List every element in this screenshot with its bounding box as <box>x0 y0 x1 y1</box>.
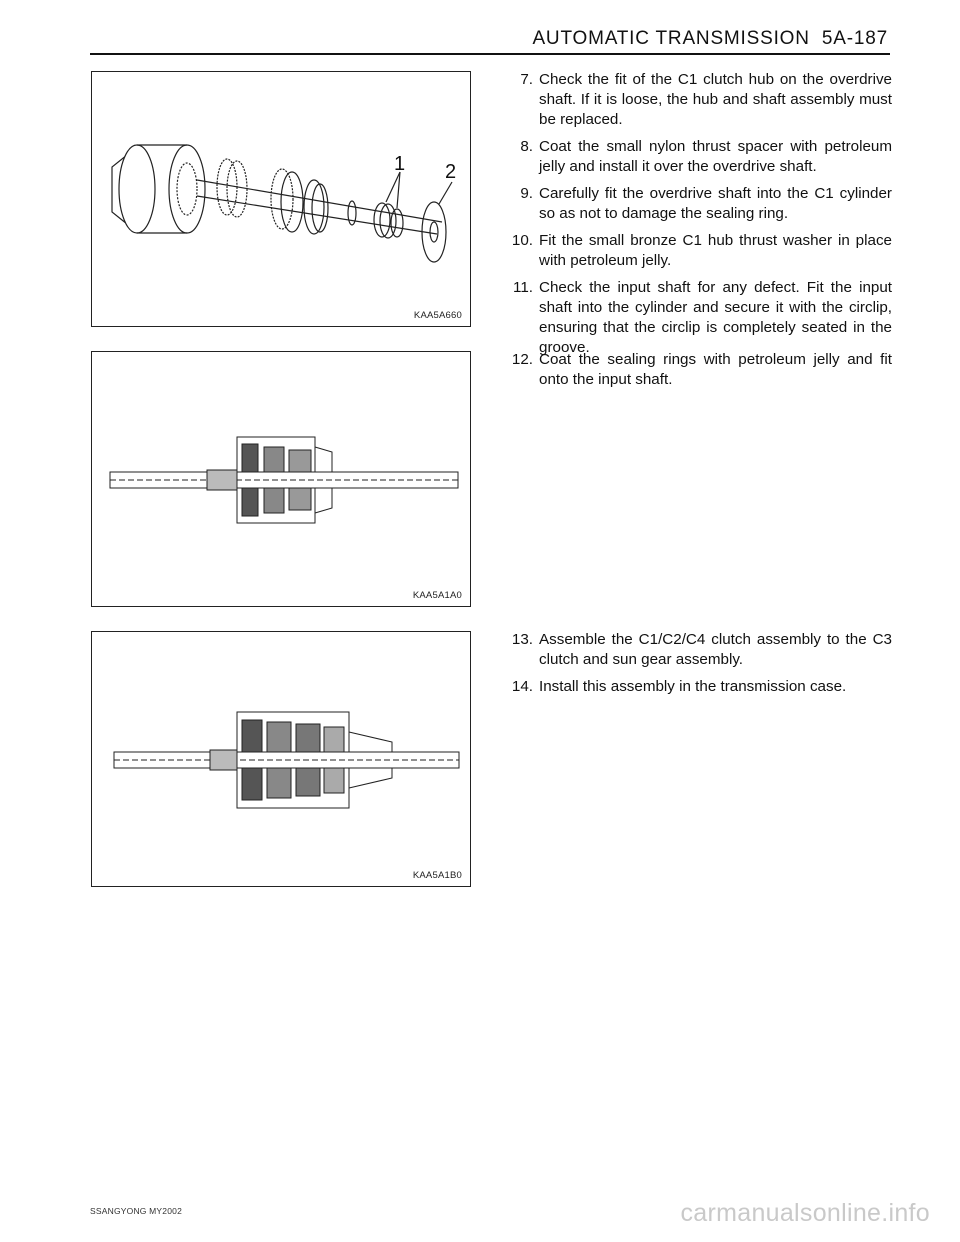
figure-code: KAA5A660 <box>413 310 462 321</box>
step-number: 11. <box>513 279 533 296</box>
callout-1: 1 <box>394 153 406 175</box>
steps-group-3 <box>500 630 892 704</box>
step-text: Coat the sealing rings with petroleum jelly and fit onto the input shaft. <box>539 351 892 388</box>
step-text: Check the fit of the C1 clutch hub on the overdrive shaft. If it is loose, the hub and shaft assembly must be replaced. <box>539 71 892 128</box>
figure-code: KAA5A1A0 <box>412 590 462 601</box>
header-section: AUTOMATIC TRANSMISSION <box>532 28 810 49</box>
step-text: Carefully fit the overdrive shaft into the C1 cylinder so as not to damage the sealing ring. <box>539 185 892 222</box>
figure-code: KAA5A1B0 <box>412 870 462 881</box>
watermark: carmanualsonline.info <box>680 1199 930 1227</box>
step-10 <box>500 231 892 271</box>
footer-model: SSANGYONG MY2002 <box>90 1206 183 1216</box>
step-number: 14. <box>511 678 533 695</box>
step-7 <box>500 70 892 130</box>
step-text: Coat the small nylon thrust spacer with petroleum jelly and install it over the overdrive shaft. <box>539 138 892 175</box>
step-14 <box>500 677 892 697</box>
step-13 <box>500 630 892 670</box>
step-9 <box>500 184 892 224</box>
overdrive-shaft-illustration <box>92 72 470 326</box>
step-11 <box>500 278 892 358</box>
clutch-assembly-section-illustration <box>92 632 470 886</box>
step-number: 7. <box>520 71 533 88</box>
step-text: Assemble the C1/C2/C4 clutch assembly to the C3 clutch and sun gear assembly. <box>539 631 892 668</box>
step-number: 10. <box>511 232 533 249</box>
header-rule <box>90 53 890 55</box>
figure-input-shaft-section <box>91 351 471 607</box>
step-text: Install this assembly in the transmission case. <box>539 678 847 695</box>
header-page-number: 5A-187 <box>821 28 888 49</box>
step-number: 9. <box>520 185 533 202</box>
step-8 <box>500 137 892 177</box>
step-number: 12. <box>511 351 533 368</box>
input-shaft-section-illustration <box>92 352 470 606</box>
step-text: Check the input shaft for any defect. Fit the input shaft into the cylinder and secure it with the circlip, ensuring that the circlip is completely seated in the groove. <box>539 279 892 356</box>
figure-overdrive-shaft <box>91 71 471 327</box>
steps-group-1 <box>500 70 892 365</box>
step-12 <box>500 350 892 390</box>
step-number: 13. <box>511 631 533 648</box>
header-title <box>532 28 888 50</box>
step-number: 8. <box>520 138 533 155</box>
step-text: Fit the small bronze C1 hub thrust washer in place with petroleum jelly. <box>539 232 892 269</box>
callout-2: 2 <box>445 161 457 183</box>
steps-group-2 <box>500 350 892 397</box>
figure-clutch-assembly-section <box>91 631 471 887</box>
